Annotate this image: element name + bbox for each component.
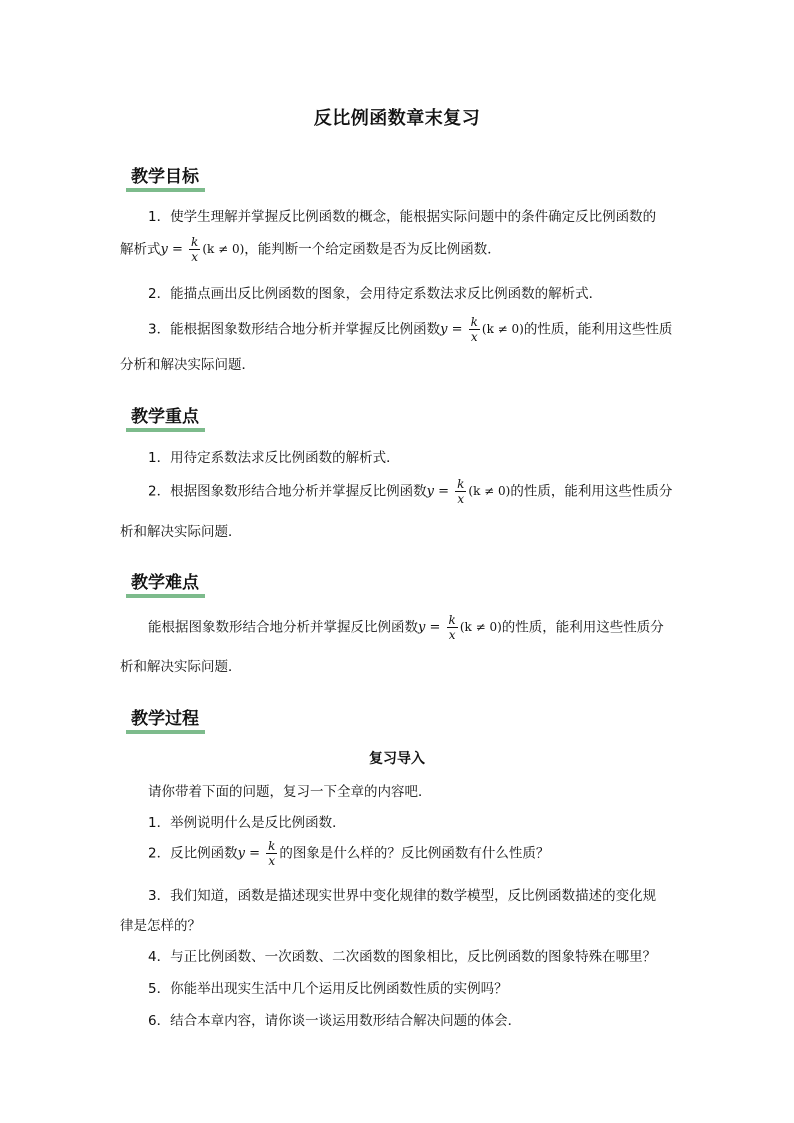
document-title: 反比例函数章末复习 [313, 108, 481, 129]
question-3-line1: 3．我们知道，函数是描述现实世界中变化规律的数学模型，反比例函数描述的变化规 [148, 888, 657, 904]
formula-inverse-proportion: y = $\frac{k}{x}$ (k ≠ 0) [426, 477, 511, 506]
process-intro: 请你带着下面的问题，复习一下全章的内容吧． [148, 784, 432, 800]
objectives-heading: 教学目标 [126, 162, 205, 192]
formula-inverse-proportion-simple: y = $\frac{k}{x}$ [237, 839, 276, 868]
question-4: 4．与正比例函数、一次函数、二次函数的图象相比，反比例函数的图象特殊在哪里？ [148, 949, 657, 965]
key-point-2-line1: 2．根据图象数形结合地分析并掌握反比例函数y = $\frac{k}{x}$ (k ≠ 0)的性质，能利用这些性质分 [148, 477, 673, 506]
formula-inverse-proportion: y = $\frac{k}{x}$ (k ≠ 0) [418, 613, 502, 642]
question-2: 2．反比例函数y = $\frac{k}{x}$ 的图象是什么样的？反比例函数有什么性质？ [148, 839, 550, 868]
objective-3-line2: 分析和解决实际问题． [120, 357, 255, 373]
key-point-2-line2: 析和解决实际问题． [120, 524, 242, 540]
formula-inverse-proportion: y = $\frac{k}{x}$ (k ≠ 0) [440, 315, 524, 344]
objective-2: 2．能描点画出反比例函数的图象，会用待定系数法求反比例函数的解析式． [148, 286, 603, 302]
question-6: 6．结合本章内容，请你谈一谈运用数形结合解决问题的体会． [148, 1013, 522, 1029]
formula-inverse-proportion: y = $\frac{k}{x}$ (k ≠ 0) [160, 235, 245, 264]
difficulty-line1: 能根据图象数形结合地分析并掌握反比例函数y = $\frac{k}{x}$ (k ≠ 0)的性质，能利用这些性质分 [148, 613, 664, 642]
objective-1-prefix: 解析式 [120, 241, 161, 258]
key-point-1: 1．用待定系数法求反比例函数的解析式． [148, 450, 400, 466]
question-3-line2: 律是怎样的？ [120, 918, 201, 934]
objective-1-line1: 1．使学生理解并掌握反比例函数的概念，能根据实际问题中的条件确定反比例函数的 [148, 209, 657, 225]
key-points-heading: 教学重点 [126, 402, 205, 432]
difficulty-line2: 析和解决实际问题． [120, 659, 242, 675]
objective-1-suffix: ，能判断一个给定函数是否为反比例函数． [244, 241, 501, 258]
objective-3-line1: 3．能根据图象数形结合地分析并掌握反比例函数y = $\frac{k}{x}$ (k ≠ 0)的性质，能利用这些性质 [148, 315, 673, 344]
process-heading: 教学过程 [126, 704, 205, 734]
question-5: 5．你能举出现实生活中几个运用反比例函数性质的实例吗？ [148, 981, 508, 997]
review-intro-subheading: 复习导入 [369, 751, 425, 767]
difficulties-heading: 教学难点 [126, 568, 205, 598]
question-1: 1．举例说明什么是反比例函数． [148, 815, 346, 831]
objective-1-line2 [120, 236, 501, 263]
